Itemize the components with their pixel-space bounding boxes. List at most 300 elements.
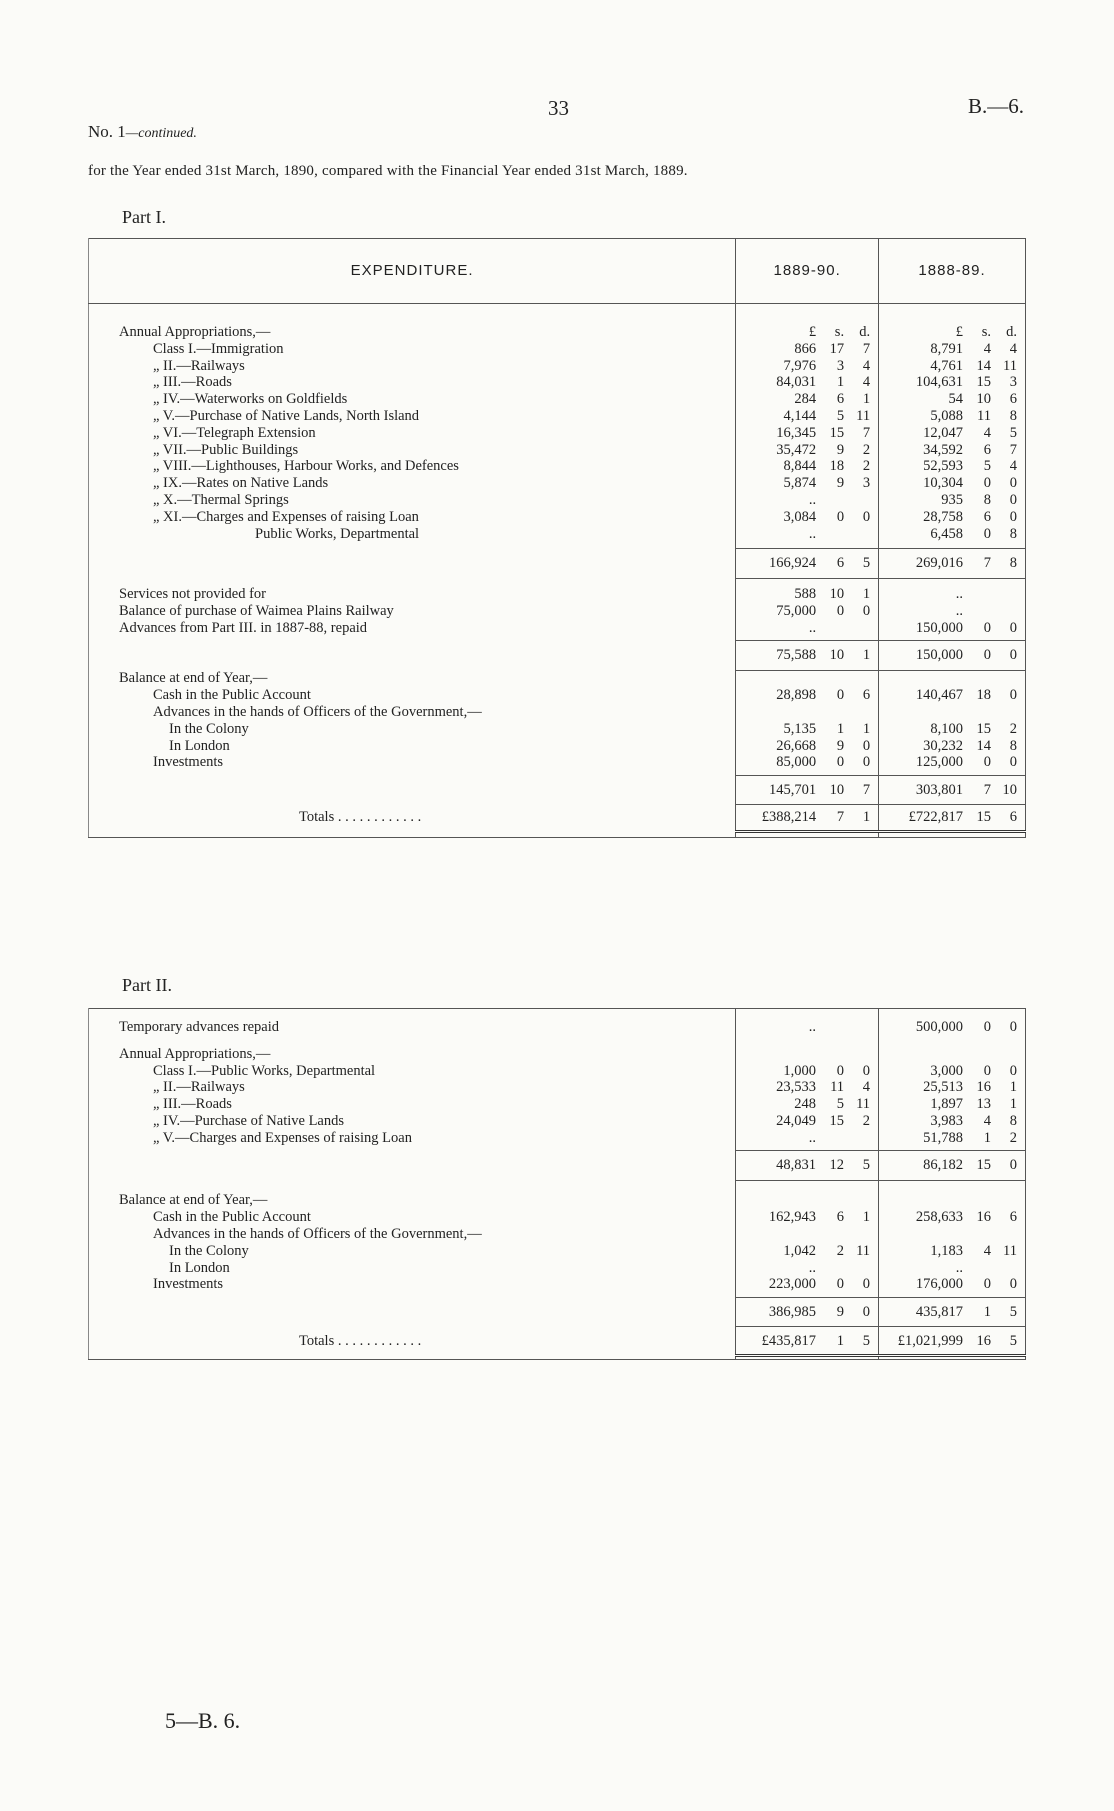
- appropriation-row: [89, 408, 1026, 425]
- appropriation-row: [89, 1130, 1026, 1147]
- amount-1888-89: [879, 509, 1025, 526]
- amount-1889-90-pounds: ..: [808, 1129, 817, 1146]
- amount-1889-90-pence: 7: [862, 424, 871, 441]
- amount-1888-89-pence: 2: [1009, 720, 1017, 737]
- amount-1888-89: [879, 647, 1025, 664]
- amount-1889-90-shillings: 17: [829, 340, 845, 357]
- annual-appropriations-row: [89, 324, 1026, 341]
- amount-1888-89-pounds: 52,593: [923, 458, 963, 475]
- amount-1889-90-pence: 1: [862, 808, 871, 825]
- row-label: Temporary advances repaid: [119, 1019, 280, 1035]
- cash-row: [89, 687, 1026, 704]
- part2-table: [88, 1008, 1026, 1360]
- amount-1888-89-shillings: [967, 586, 991, 603]
- amount-1889-90-pence: d.: [859, 324, 871, 340]
- continued-label: —continued.: [125, 126, 197, 141]
- amount-1889-90-shillings: 0: [836, 754, 845, 771]
- amount-1888-89-shillings: 0: [983, 647, 991, 664]
- col-1889-90: 1889-90.: [736, 239, 879, 304]
- amount-1889-90: [736, 1063, 878, 1080]
- amount-1888-89-shillings: 1: [983, 1303, 991, 1320]
- advances-heading-row: [89, 704, 1026, 721]
- row-label: Services not provided for: [119, 586, 266, 603]
- amount-1888-89-pounds: 5,088: [930, 407, 963, 424]
- row-label: In the Colony: [169, 720, 249, 737]
- amount-1889-90-pounds: 145,701: [768, 781, 817, 798]
- amount-1889-90-shillings: 0: [836, 1276, 845, 1293]
- row-label: In London: [169, 1259, 230, 1276]
- appropriation-row: [89, 458, 1026, 475]
- amount-1889-90-pounds: 75,000: [776, 602, 817, 619]
- amount-1889-90-shillings: 5: [836, 407, 845, 424]
- amount-1888-89-pounds: 54: [948, 391, 963, 408]
- amount-1888-89-shillings: [967, 1260, 991, 1277]
- amount-1889-90-pence: 5: [862, 1332, 871, 1349]
- amount-1889-90-pence: [848, 1260, 870, 1277]
- appropriation-row: [89, 391, 1026, 408]
- amount-1888-89-shillings: 0: [983, 475, 991, 492]
- amount-1888-89-pence: 1: [1009, 1096, 1017, 1113]
- amount-1888-89: [879, 1260, 1025, 1277]
- appropriation-row: [89, 1113, 1026, 1130]
- row-label: „ V.—Purchase of Native Lands, North Island: [153, 407, 420, 424]
- amount-1888-89-pence: 0: [1009, 647, 1017, 664]
- row-label: Balance at end of Year,—: [119, 1192, 268, 1209]
- amount-1889-90: [736, 586, 878, 603]
- amount-1888-89-shillings: 16: [976, 1079, 991, 1096]
- amount-1888-89-pounds: ..: [955, 602, 963, 619]
- amount-1888-89: [879, 324, 1025, 341]
- amount-1889-90: [736, 1130, 878, 1147]
- row-label: „ X.—Thermal Springs: [153, 491, 289, 508]
- amount-1888-89-pounds: 8,791: [930, 340, 963, 357]
- row-label: „ III.—Roads: [153, 1096, 232, 1113]
- amount-1889-90-pounds: 84,031: [776, 374, 817, 391]
- row-label: Class I.—Public Works, Departmental: [153, 1062, 376, 1079]
- amount-1888-89-shillings: 6: [983, 441, 991, 458]
- amount-1888-89-pounds: 104,631: [915, 374, 963, 391]
- amount-1889-90-pence: 0: [862, 1276, 871, 1293]
- amount-1889-90-pence: 6: [862, 687, 871, 704]
- subtotal-row: [89, 775, 1026, 805]
- amount-1888-89-shillings: 4: [983, 1112, 991, 1129]
- row-label: In London: [169, 737, 230, 754]
- amount-1889-90-pounds: 35,472: [776, 441, 817, 458]
- amount-1888-89-pounds: £1,021,999: [897, 1332, 963, 1349]
- amount-1889-90: [736, 1243, 878, 1260]
- amount-1888-89: [879, 408, 1025, 425]
- amount-1889-90-pence: 2: [862, 458, 871, 475]
- amount-1888-89-shillings: 8: [983, 491, 991, 508]
- amount-1889-90-pounds: 75,588: [776, 647, 817, 664]
- amount-1888-89: [879, 1333, 1025, 1350]
- amount-1889-90-shillings: 15: [829, 1112, 845, 1129]
- amount-1889-90-shillings: 0: [836, 687, 845, 704]
- amount-1889-90-pence: [848, 492, 870, 509]
- amount-1888-89-pounds: 500,000: [915, 1019, 963, 1035]
- amount-1889-90-pounds: 588: [794, 586, 817, 603]
- amount-1889-90: [736, 738, 878, 755]
- balance-heading-row: [89, 1192, 1026, 1209]
- amount-1889-90: [736, 442, 878, 459]
- row-label: „ VIII.—Lighthouses, Harbour Works, and Defences: [153, 458, 459, 475]
- amount-1889-90-pounds: ..: [808, 491, 817, 508]
- amount-1888-89-pence: 0: [1009, 491, 1017, 508]
- amount-1889-90-pence: 2: [862, 441, 871, 458]
- amount-1888-89-pence: 8: [1009, 525, 1017, 542]
- amount-1888-89-pence: 4: [1009, 340, 1017, 357]
- services-row: [89, 620, 1026, 637]
- amount-1888-89: [879, 1243, 1025, 1260]
- amount-1889-90: [736, 1333, 878, 1350]
- amount-1889-90-pounds: 4,144: [783, 407, 817, 424]
- amount-1889-90-shillings: 10: [829, 586, 845, 603]
- london-row: [89, 1260, 1026, 1277]
- amount-1889-90-pence: 5: [862, 1157, 871, 1174]
- amount-1889-90-pounds: 1,000: [783, 1062, 817, 1079]
- amount-1889-90-shillings: [820, 1130, 844, 1147]
- amount-1888-89-shillings: 5: [983, 458, 991, 475]
- amount-1889-90-shillings: 2: [836, 1242, 845, 1259]
- amount-1888-89-pounds: £722,817: [908, 808, 963, 825]
- row-label: „ IV.—Purchase of Native Lands: [153, 1112, 344, 1129]
- row-label: Advances from Part III. in 1887-88, repaid: [119, 619, 368, 636]
- col-1888-89: 1888-89.: [879, 239, 1026, 304]
- amount-1889-90-shillings: [820, 526, 844, 543]
- amount-1889-90-pence: 1: [862, 391, 871, 408]
- amount-1889-90: [736, 1157, 878, 1174]
- row-label: Investments: [153, 754, 224, 771]
- amount-1888-89-pounds: 8,100: [930, 720, 963, 737]
- row-label: „ II.—Railways: [153, 1079, 245, 1096]
- amount-1888-89-shillings: 10: [976, 391, 991, 408]
- amount-1889-90-shillings: 6: [836, 1209, 845, 1226]
- no-label: No. 1: [88, 122, 126, 141]
- amount-1888-89-pence: 7: [1009, 441, 1017, 458]
- amount-1889-90-pounds: 8,844: [783, 458, 817, 475]
- amount-1888-89-pence: 8: [1009, 737, 1017, 754]
- subtotal-row: [89, 641, 1026, 671]
- amount-1889-90-pence: 0: [862, 508, 871, 525]
- amount-1888-89-pence: 5: [1009, 424, 1017, 441]
- row-label: Totals . . . . . . . . . . . .: [299, 808, 422, 825]
- amount-1888-89: [879, 1019, 1025, 1036]
- row-label: Cash in the Public Account: [153, 1209, 311, 1226]
- row-label: „ II.—Railways: [153, 357, 245, 374]
- amount-1889-90-shillings: 6: [836, 391, 845, 408]
- amount-1888-89: [879, 782, 1025, 799]
- investments-row: [89, 754, 1026, 771]
- services-row: [89, 586, 1026, 603]
- amount-1888-89-pounds: 269,016: [915, 554, 963, 571]
- amount-1889-90-pence: 5: [862, 554, 871, 571]
- amount-1888-89-pounds: 34,592: [923, 441, 963, 458]
- amount-1888-89-pence: 0: [1009, 754, 1017, 771]
- amount-1889-90-shillings: 10: [829, 647, 845, 664]
- amount-1888-89-shillings: 0: [983, 1019, 991, 1035]
- amount-1888-89-pence: d.: [1006, 324, 1017, 340]
- amount-1888-89: [879, 586, 1025, 603]
- amount-1889-90-pounds: 386,985: [768, 1303, 817, 1320]
- appropriation-row: [89, 1063, 1026, 1080]
- row-label: Investments: [153, 1276, 224, 1293]
- amount-1889-90: [736, 687, 878, 704]
- page-number: 33: [548, 96, 569, 120]
- amount-1889-90-shillings: 15: [829, 424, 845, 441]
- amount-1888-89-pence: 11: [1003, 357, 1017, 374]
- expenditure-heading: EXPENDITURE.: [89, 239, 736, 304]
- amount-1888-89-shillings: 7: [983, 554, 991, 571]
- amount-1889-90-shillings: 1: [836, 1332, 845, 1349]
- amount-1889-90: [736, 425, 878, 442]
- amount-1888-89-shillings: 4: [983, 340, 991, 357]
- amount-1889-90: [736, 754, 878, 771]
- amount-1889-90-pounds: 5,874: [783, 475, 817, 492]
- amount-1889-90-pounds: £435,817: [761, 1332, 817, 1349]
- amount-1888-89-pounds: 86,182: [923, 1157, 963, 1174]
- amount-1888-89-pence: 0: [1009, 1019, 1017, 1035]
- amount-1888-89: [879, 475, 1025, 492]
- amount-1889-90-pence: 1: [862, 720, 871, 737]
- appropriation-row: [89, 475, 1026, 492]
- appropriation-row: [89, 526, 1026, 543]
- row-label: Balance of purchase of Waimea Plains Railway: [119, 602, 394, 619]
- row-label: Balance at end of Year,—: [119, 670, 268, 687]
- amount-1889-90-pounds: ..: [808, 619, 817, 636]
- appropriation-row: [89, 442, 1026, 459]
- amount-1889-90-shillings: 9: [836, 1303, 845, 1320]
- amount-1889-90-pounds: 3,084: [783, 508, 817, 525]
- amount-1888-89-pounds: 258,633: [915, 1209, 963, 1226]
- amount-1889-90-shillings: 12: [829, 1157, 845, 1174]
- amount-1888-89: [879, 425, 1025, 442]
- amount-1888-89-pence: 8: [1009, 407, 1017, 424]
- amount-1889-90-pence: [848, 1019, 870, 1036]
- amount-1889-90-shillings: 9: [836, 737, 845, 754]
- amount-1888-89-pounds: 150,000: [915, 619, 963, 636]
- amount-1888-89: [879, 1079, 1025, 1096]
- amount-1888-89-shillings: 15: [976, 1157, 991, 1174]
- london-row: [89, 738, 1026, 755]
- amount-1889-90-pence: [848, 526, 870, 543]
- amount-1889-90-pounds: 162,943: [768, 1209, 817, 1226]
- amount-1889-90-pounds: 866: [794, 340, 817, 357]
- amount-1888-89-pence: 8: [1009, 1112, 1017, 1129]
- amount-1889-90-pounds: 85,000: [776, 754, 817, 771]
- annual-appropriations-row: [89, 1046, 1026, 1063]
- temporary-advances-row: [89, 1019, 1026, 1036]
- amount-1889-90-shillings: 1: [836, 720, 845, 737]
- amount-1888-89-pence: 5: [1009, 1303, 1017, 1320]
- amount-1888-89-pence: 0: [1009, 1157, 1017, 1174]
- amount-1888-89: [879, 1096, 1025, 1113]
- cash-row: [89, 1209, 1026, 1226]
- amount-1889-90: [736, 809, 878, 826]
- appropriation-row: [89, 1096, 1026, 1113]
- amount-1888-89-shillings: 16: [976, 1209, 991, 1226]
- amount-1888-89-pounds: £: [955, 324, 963, 340]
- appropriation-row: [89, 1079, 1026, 1096]
- row-label: Public Works, Departmental: [255, 525, 420, 542]
- subtotal-row: [89, 548, 1026, 578]
- amount-1888-89: [879, 526, 1025, 543]
- amount-1888-89-pounds: 51,788: [923, 1129, 963, 1146]
- row-label: Cash in the Public Account: [153, 687, 311, 704]
- row-label: Class I.—Immigration: [153, 340, 284, 357]
- amount-1888-89-pounds: 435,817: [915, 1303, 963, 1320]
- amount-1888-89-shillings: 15: [976, 808, 991, 825]
- amount-1888-89-shillings: 13: [976, 1096, 991, 1113]
- totals-row: [89, 809, 1026, 831]
- amount-1889-90: [736, 324, 878, 341]
- amount-1888-89: [879, 1304, 1025, 1321]
- appropriation-row: [89, 509, 1026, 526]
- amount-1888-89-pounds: 10,304: [923, 475, 963, 492]
- amount-1889-90: [736, 721, 878, 738]
- amount-1889-90-pence: 1: [862, 586, 871, 603]
- amount-1889-90: [736, 408, 878, 425]
- amount-1889-90-shillings: [820, 492, 844, 509]
- part2-title: Part II.: [122, 975, 172, 995]
- amount-1889-90: [736, 492, 878, 509]
- amount-1889-90-pounds: 26,668: [776, 737, 817, 754]
- amount-1889-90-pounds: ..: [808, 525, 817, 542]
- amount-1889-90-pence: 11: [856, 407, 871, 424]
- amount-1889-90-pounds: 23,533: [776, 1079, 817, 1096]
- amount-1888-89-pounds: ..: [955, 1259, 963, 1276]
- row-label: In the Colony: [169, 1242, 249, 1259]
- amount-1889-90-pounds: 223,000: [768, 1276, 817, 1293]
- amount-1889-90-pence: 0: [862, 1303, 871, 1320]
- amount-1888-89-pounds: 12,047: [923, 424, 963, 441]
- amount-1888-89-shillings: 15: [976, 374, 991, 391]
- amount-1889-90-shillings: 9: [836, 441, 845, 458]
- row-label: „ XI.—Charges and Expenses of raising Loan: [153, 508, 419, 525]
- document-ref: B.—6.: [968, 94, 1025, 118]
- amount-1889-90-pounds: ..: [808, 1019, 817, 1035]
- advances-heading-row: [89, 1226, 1026, 1243]
- amount-1889-90-shillings: 0: [836, 508, 845, 525]
- amount-1888-89-pence: 6: [1009, 391, 1017, 408]
- amount-1889-90: [736, 475, 878, 492]
- amount-1888-89: [879, 738, 1025, 755]
- amount-1888-89-pounds: 176,000: [915, 1276, 963, 1293]
- subtotal-row: [89, 1297, 1026, 1327]
- amount-1888-89-pence: [995, 586, 1017, 603]
- amount-1889-90-pence: 11: [856, 1096, 871, 1113]
- amount-1888-89-pence: 5: [1009, 1332, 1017, 1349]
- amount-1889-90-pence: 11: [856, 1242, 871, 1259]
- amount-1888-89-pounds: 3,983: [930, 1112, 963, 1129]
- amount-1889-90-shillings: 0: [836, 602, 845, 619]
- amount-1889-90: [736, 620, 878, 637]
- amount-1888-89: [879, 603, 1025, 620]
- amount-1888-89-shillings: 0: [983, 1276, 991, 1293]
- amount-1889-90-pence: 0: [862, 1062, 871, 1079]
- amount-1889-90-pence: 4: [862, 374, 871, 391]
- totals-row: [89, 1333, 1026, 1355]
- amount-1888-89-pounds: 935: [941, 491, 963, 508]
- amount-1888-89-pounds: 150,000: [915, 647, 963, 664]
- amount-1889-90: [736, 603, 878, 620]
- amount-1888-89-pence: [995, 1260, 1017, 1277]
- amount-1888-89-pence: 0: [1009, 508, 1017, 525]
- amount-1888-89: [879, 341, 1025, 358]
- amount-1888-89-pence: 3: [1009, 374, 1017, 391]
- amount-1888-89-shillings: 4: [983, 424, 991, 441]
- amount-1888-89-shillings: 0: [983, 1062, 991, 1079]
- balance-heading-row: [89, 670, 1026, 687]
- amount-1889-90-pounds: 1,042: [783, 1242, 817, 1259]
- colony-row: [89, 1243, 1026, 1260]
- amount-1889-90-pence: 1: [862, 1209, 871, 1226]
- amount-1889-90-shillings: s.: [834, 324, 845, 340]
- amount-1888-89: [879, 358, 1025, 375]
- row-label: „ III.—Roads: [153, 374, 232, 391]
- amount-1888-89-pence: [995, 603, 1017, 620]
- amount-1888-89-pounds: ..: [955, 586, 963, 603]
- amount-1888-89: [879, 1157, 1025, 1174]
- amount-1888-89-pounds: 1,183: [930, 1242, 963, 1259]
- amount-1889-90-pounds: 284: [794, 391, 817, 408]
- amount-1888-89-pence: 0: [1009, 687, 1017, 704]
- amount-1889-90: [736, 1209, 878, 1226]
- amount-1888-89-pence: 11: [1003, 1242, 1017, 1259]
- row-label: Annual Appropriations,—: [119, 1045, 271, 1062]
- amount-1889-90-shillings: 3: [836, 357, 845, 374]
- investments-row: [89, 1276, 1026, 1293]
- amount-1889-90-shillings: [820, 1260, 844, 1277]
- amount-1888-89-shillings: [967, 603, 991, 620]
- row-label: „ V.—Charges and Expenses of raising Loan: [153, 1129, 412, 1146]
- amount-1889-90: [736, 555, 878, 572]
- amount-1888-89-shillings: 0: [983, 525, 991, 542]
- services-row: [89, 603, 1026, 620]
- amount-1888-89-shillings: 7: [983, 781, 991, 798]
- amount-1888-89: [879, 492, 1025, 509]
- amount-1888-89-pence: 2: [1009, 1129, 1017, 1146]
- amount-1888-89-shillings: 6: [983, 508, 991, 525]
- amount-1888-89-pence: 8: [1009, 554, 1017, 571]
- amount-1889-90: [736, 1260, 878, 1277]
- amount-1888-89-pounds: 3,000: [930, 1062, 963, 1079]
- amount-1889-90-shillings: 11: [830, 1079, 845, 1096]
- amount-1889-90: [736, 509, 878, 526]
- amount-1889-90-pounds: 5,135: [783, 720, 817, 737]
- amount-1888-89-pence: 0: [1009, 1276, 1017, 1293]
- amount-1888-89-shillings: 15: [976, 720, 991, 737]
- amount-1888-89: [879, 809, 1025, 826]
- row-label: Annual Appropriations,—: [119, 324, 271, 340]
- footer-ref: 5—B. 6.: [165, 1708, 241, 1733]
- amount-1889-90-shillings: 9: [836, 475, 845, 492]
- amount-1889-90: [736, 1019, 878, 1036]
- amount-1888-89-pence: 0: [1009, 475, 1017, 492]
- amount-1889-90: [736, 782, 878, 799]
- amount-1888-89-pence: 0: [1009, 619, 1017, 636]
- appropriation-row: [89, 358, 1026, 375]
- amount-1888-89-shillings: 11: [977, 407, 991, 424]
- amount-1888-89-pence: 1: [1009, 1079, 1017, 1096]
- amount-1889-90-pounds: 7,976: [783, 357, 817, 374]
- amount-1888-89: [879, 1209, 1025, 1226]
- amount-1888-89: [879, 1130, 1025, 1147]
- amount-1889-90-pounds: 166,924: [768, 554, 817, 571]
- row-label: „ IX.—Rates on Native Lands: [153, 475, 329, 492]
- amount-1889-90-pence: [848, 620, 870, 637]
- part1-table: [88, 238, 1026, 838]
- amount-1888-89-pence: 4: [1009, 458, 1017, 475]
